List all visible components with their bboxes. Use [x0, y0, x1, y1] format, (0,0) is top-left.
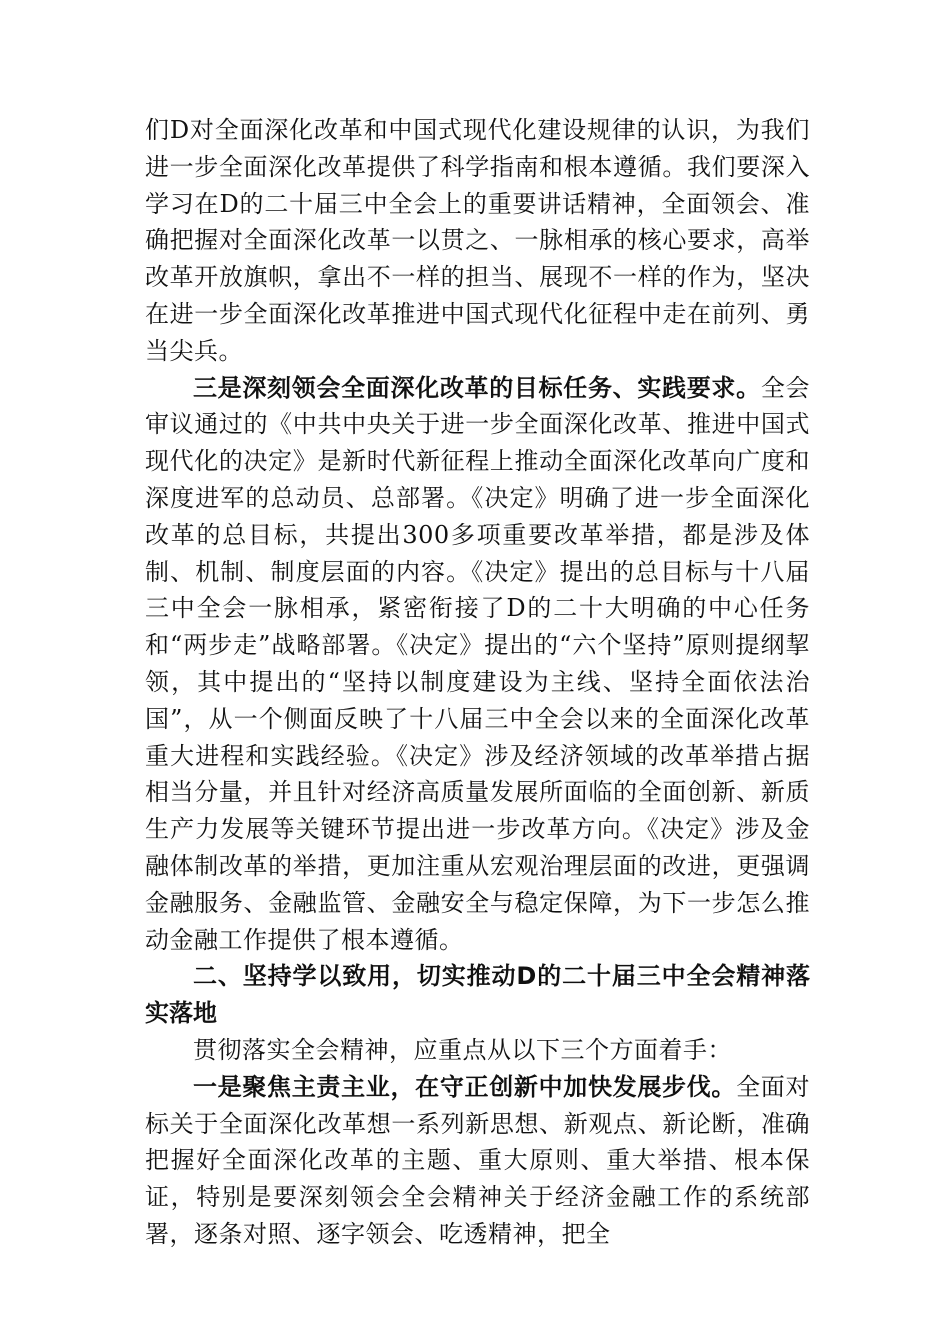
document-body	[145, 112, 810, 1253]
point-one-lead: 一是聚焦主责主业，在守正创新中加快发展步伐。	[193, 1071, 737, 1101]
paragraph-point-one	[145, 1069, 810, 1253]
paragraph-continuation: 们D对全面深化改革和中国式现代化建设规律的认识，为我们进一步全面深化改革提供了科学指南和根本遵循。我们要深入学习在D的二十届三中全会上的重要讲话精神，全面领会、准确把握对全面深化改革一以贯之、一脉相承的核心要求，高举改革开放旗帜，拿出不一样的担当、展现不一样的作为，坚决在进一步全面深化改革推进中国式现代化征程中走在前列、勇当尖兵。	[145, 116, 810, 365]
point-one-body: 全面对标关于全面深化改革想一系列新思想、新观点、新论断，准确把握好全面深化改革的主题、重大原则、重大举措、根本保证，特别是要深刻领会全会精神关于经济金融工作的系统部署，逐条对照、逐字领会、吃透精神，把全	[145, 1072, 810, 1248]
point-three-body: 全会审议通过的《中共中央关于进一步全面深化改革、推进中国式现代化的决定》是新时代新征程上推动全面深化改革向广度和深度进军的总动员、总部署。《决定》明确了进一步全面深化改革的总目标，共提出300多项重要改革举措，都是涉及体制、机制、制度层面的内容。《决定》提出的总目标与十八届三中全会一脉相承，紧密衔接了D的二十大明确的中心任务和“两步走”战略部署。《决定》提出的“六个坚持”原则提纲挈领，其中提出的“坚持以制度建设为主线、坚持全面依法治国”，从一个侧面反映了十八届三中全会以来的全面深化改革重大进程和实践经验。《决定》涉及经济领域的改革举措占据相当分量，并且针对经济高质量发展所面临的全面创新、新质生产力发展等关键环节提出进一步改革方向。《决定》涉及金融体制改革的举措，更加注重从宏观治理层面的改进，更强调金融服务、金融监管、金融安全与稳定保障，为下一步怎么推动金融工作提供了根本遵循。	[145, 373, 810, 954]
paragraph-intro: 贯彻落实全会精神，应重点从以下三个方面着手：	[193, 1035, 732, 1064]
paragraph-point-three	[145, 370, 810, 959]
section-heading-two: 二、坚持学以致用，切实推动D的二十届三中全会精神落实落地	[145, 962, 810, 1028]
point-three-lead: 三是深刻领会全面深化改革的目标任务、实践要求。	[193, 372, 761, 402]
